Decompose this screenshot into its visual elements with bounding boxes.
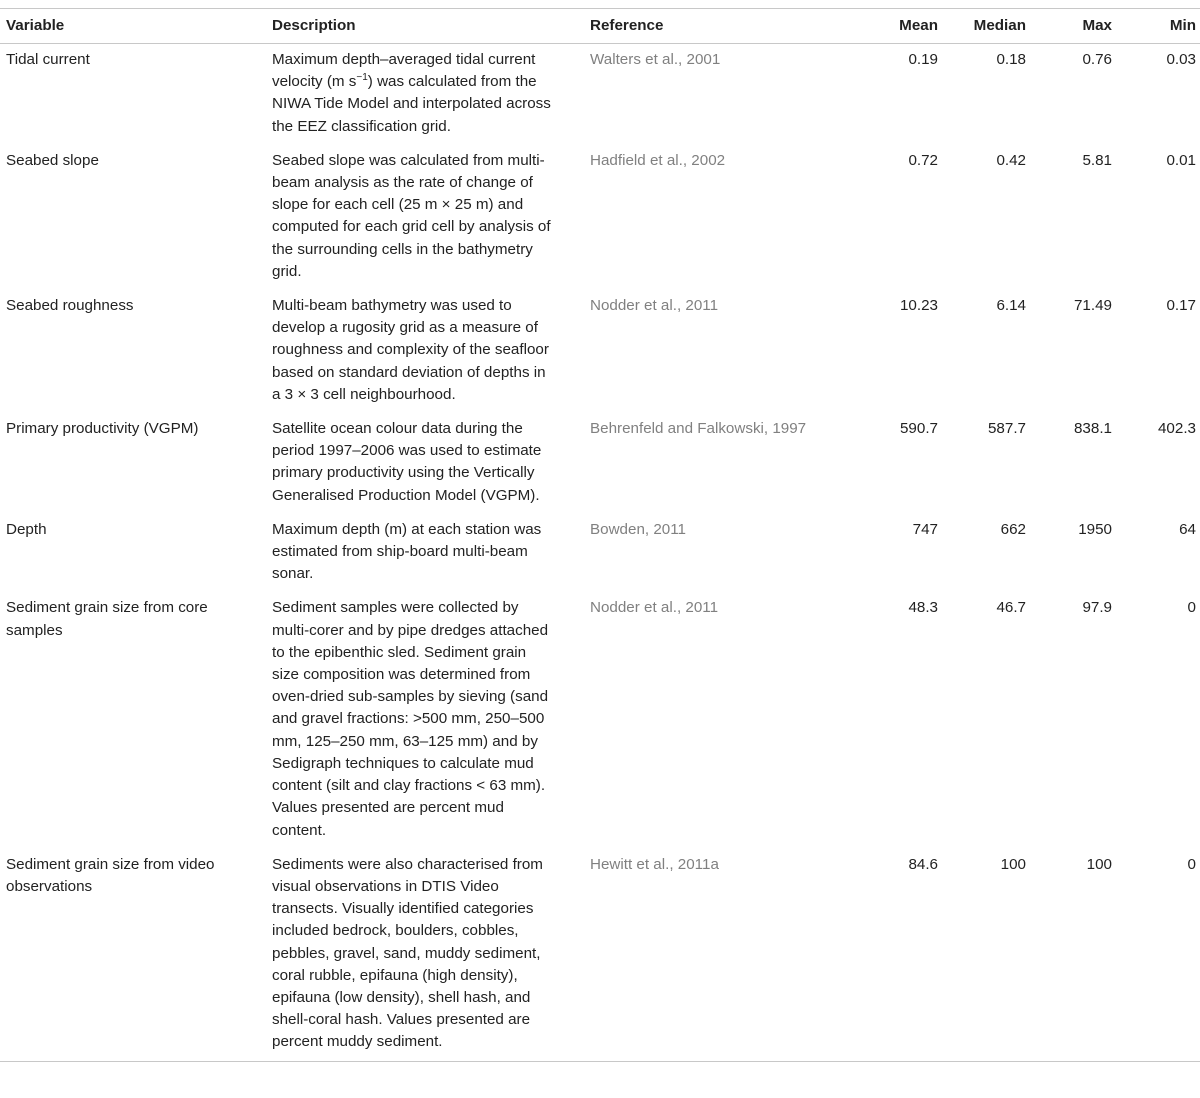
- header-row: [0, 9, 1200, 44]
- table-row: [0, 290, 1200, 413]
- superscript-exponent: −1: [356, 72, 368, 84]
- cell-min: 0: [1187, 599, 1196, 617]
- cell-mean: 84.6: [908, 855, 938, 873]
- cell-min: 0.01: [1166, 151, 1196, 169]
- cell-median: 0.18: [996, 51, 1026, 68]
- cell-description: Multi-beam bathymetry was used to develop a rugosity grid as a measure of roughness and complexity of the seafloor based on standard deviation of depths in a 3 × 3 cell neighbourhood.: [272, 297, 549, 403]
- variables-table: [0, 8, 1200, 1062]
- table-body: [0, 44, 1200, 1062]
- header-min: Min: [1169, 16, 1196, 34]
- cell-description: [266, 44, 584, 145]
- cell-reference: Nodder et al., 2011: [590, 599, 719, 617]
- cell-max: 838.1: [1073, 420, 1112, 438]
- cell-variable: Seabed slope: [6, 151, 99, 169]
- cell-variable: Tidal current: [6, 51, 90, 68]
- cell-mean: 0.72: [908, 151, 938, 169]
- cell-reference: Walters et al., 2001: [590, 51, 721, 68]
- cell-median: 587.7: [987, 420, 1026, 438]
- cell-description: Satellite ocean colour data during the period 1997–2006 was used to estimate primary productivity using the Vertically Generalised Production Model (VGPM).: [272, 420, 542, 504]
- cell-variable: Primary productivity (VGPM): [6, 420, 199, 438]
- cell-max: 100: [1086, 855, 1112, 873]
- cell-median: 46.7: [996, 599, 1026, 617]
- table-row: [0, 849, 1200, 1061]
- header-median: Median: [973, 16, 1026, 34]
- cell-median: 6.14: [996, 297, 1026, 315]
- cell-max: 5.81: [1082, 151, 1112, 169]
- cell-min: 0: [1187, 855, 1196, 873]
- table-row: [0, 592, 1200, 848]
- cell-min: 0.17: [1166, 297, 1196, 315]
- cell-median: 662: [1000, 520, 1026, 538]
- cell-variable: Depth: [6, 520, 47, 538]
- header-reference: Reference: [590, 16, 664, 34]
- cell-reference: Hadfield et al., 2002: [590, 151, 726, 169]
- cell-reference: Bowden, 2011: [590, 520, 686, 538]
- cell-max: 71.49: [1073, 297, 1112, 315]
- cell-min: 64: [1179, 520, 1196, 538]
- description-text: Maximum depth–averaged tidal current velocity (m s: [272, 51, 536, 91]
- table-row: [0, 145, 1200, 290]
- cell-variable: Seabed roughness: [6, 297, 134, 315]
- cell-mean: 48.3: [908, 599, 938, 617]
- cell-description: Maximum depth (m) at each station was estimated from ship-board multi-beam sonar.: [272, 520, 542, 583]
- cell-mean: 0.19: [908, 51, 938, 68]
- cell-mean: 747: [912, 520, 938, 538]
- description-text-cont: ) was calculated from the NIWA Tide Model and interpolated across the EEZ classification grid.: [272, 73, 551, 135]
- cell-median: 100: [1000, 855, 1026, 873]
- cell-reference: Nodder et al., 2011: [590, 297, 719, 315]
- cell-description: Sediment samples were collected by multi-corer and by pipe dredges attached to the epibenthic sled. Sediment grain size composition was determined from oven-dried sub-samples by sieving (sand and gravel fractions: >500 mm, 250–500 mm, 125–250 mm, 63–125 mm) and by Sedigraph techniques to calculate mud content (silt and clay fractions < 63 mm). Values presented are percent mud content.: [272, 599, 549, 839]
- cell-mean: 590.7: [899, 420, 938, 438]
- cell-reference: Hewitt et al., 2011a: [590, 855, 719, 873]
- cell-max: 0.76: [1082, 51, 1112, 68]
- table-row: [0, 413, 1200, 514]
- cell-variable: Sediment grain size from video observations: [6, 855, 215, 895]
- header-max: Max: [1082, 16, 1112, 34]
- header-variable: Variable: [6, 16, 65, 34]
- header-mean: Mean: [899, 16, 938, 34]
- cell-median: 0.42: [996, 151, 1026, 169]
- cell-mean: 10.23: [899, 297, 938, 315]
- header-description: Description: [272, 16, 356, 34]
- cell-description: Sediments were also characterised from visual observations in DTIS Video transects. Visually identified categories included bedrock, boulders, cobbles, pebbles, gravel, sand, muddy sediment, coral rubble, epifauna (high density), epifauna (low density), shell hash, and shell-coral hash. Values presented are percent muddy sediment.: [272, 855, 543, 1051]
- cell-max: 1950: [1078, 520, 1112, 538]
- cell-variable: Sediment grain size from core samples: [6, 599, 208, 639]
- table-row: [0, 44, 1200, 145]
- cell-min: 0.03: [1166, 51, 1196, 68]
- table-header: [0, 9, 1200, 44]
- cell-max: 97.9: [1082, 599, 1112, 617]
- cell-reference: Behrenfeld and Falkowski, 1997: [590, 420, 807, 438]
- cell-description: Seabed slope was calculated from multi-beam analysis as the rate of change of slope for each cell (25 m × 25 m) and computed for each grid cell by analysis of the surrounding cells in the bathymetry grid.: [272, 151, 551, 280]
- table-row: [0, 514, 1200, 593]
- cell-min: 402.3: [1157, 420, 1196, 438]
